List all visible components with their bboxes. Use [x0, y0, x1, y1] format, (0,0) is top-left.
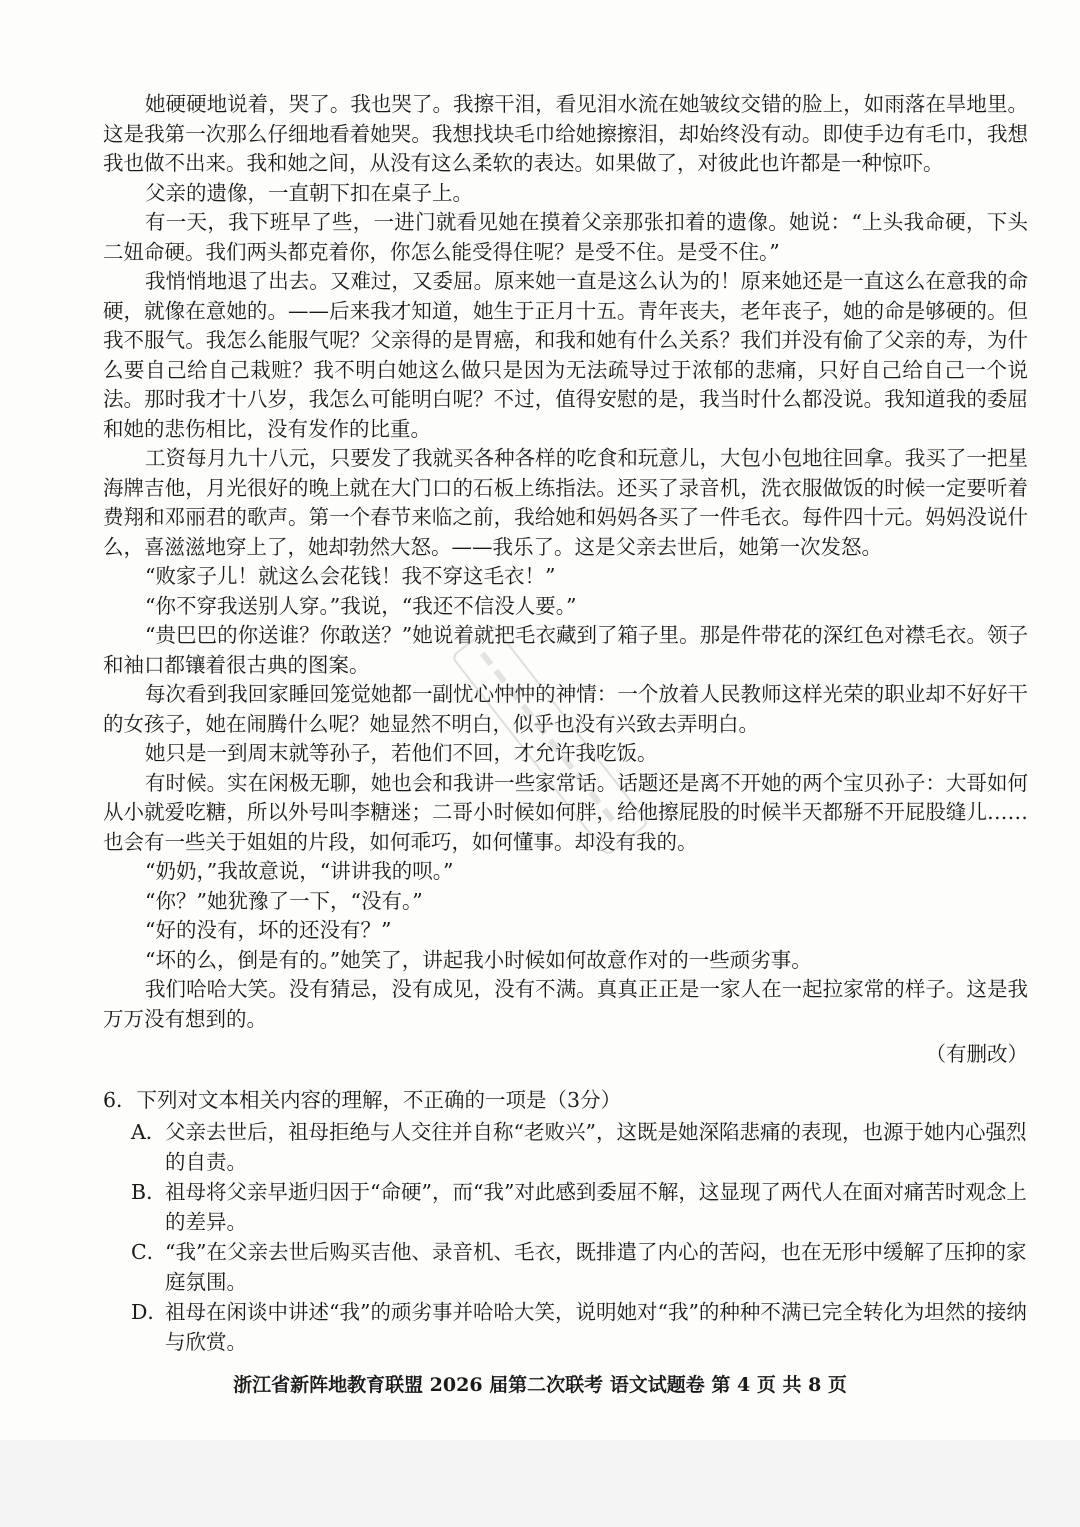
passage-paragraph: “你不穿我送别人穿。”我说，“我还不信没人要。”	[145, 593, 577, 618]
option-c	[103, 1237, 1028, 1297]
option-d	[103, 1297, 1028, 1357]
option-text: 祖母在闲谈中讲述“我”的顽劣事并哈哈大笑，说明她对“我”的种种不满已完全转化为坦然的接纳与欣赏。	[165, 1300, 1027, 1354]
question-stem: 6．下列对文本相关内容的理解，不正确的一项是（3分）	[103, 1088, 622, 1112]
passage-paragraph: “奶奶，”我故意说，“讲讲我的呗。”	[145, 859, 454, 883]
option-label: D．	[131, 1300, 168, 1324]
passage-paragraph: 父亲的遗像，一直朝下扣在桌子上。	[145, 180, 473, 205]
option-b	[103, 1177, 1028, 1237]
source-note: （有删改）	[925, 1042, 1028, 1066]
page-footer: 浙江省新阵地教育联盟 2026 届第二次联考 语文试题卷 第 4 页 共 8 页	[233, 1374, 847, 1396]
option-text: 父亲去世后，祖母拒绝与人交往并自称“老败兴”，这既是她深陷悲痛的表现，也源于她内心强烈的自责。	[165, 1120, 1027, 1174]
passage-paragraph: “好的没有，坏的还没有？”	[145, 918, 392, 942]
option-label: A．	[131, 1120, 167, 1144]
passage-paragraph: 工资每月九十八元，只要发了我就买各种各样的吃食和玩意儿，大包小包地往回拿。我买了一把星海牌吉他，月光很好的晚上就在大门口的石板上练指法。还买了录音机，洗衣服做饭的时候一定要听着费翔和邓丽君的歌声。第一个春节来临之前，我给她和妈妈各买了一件毛衣。每件四十元。妈妈没说什么，喜滋滋地穿上了，她却勃然大怒。——我乐了。这是父亲去世后，她第一次发怒。	[103, 446, 1028, 559]
passage-paragraph: 她只是一到周末就等孙子，若他们不回，才允许我吃饭。	[145, 741, 658, 765]
passage-paragraph: “坏的么，倒是有的。”她笑了，讲起我小时候如何故意作对的一些顽劣事。	[145, 947, 812, 972]
option-a	[103, 1117, 1028, 1177]
passage-paragraph: “败家子儿！就这么会花钱！我不穿这毛衣！”	[145, 564, 556, 588]
passage-paragraph: 每次看到我回家睡回笼觉她都一副忧心忡忡的神情：一个放着人民教师这样光荣的职业却不好好干的女孩子，她在闹腾什么呢？她显然不明白，似乎也没有兴致去弄明白。	[103, 682, 1028, 736]
passage-paragraph: 我们哈哈大笑。没有猜忌，没有成见，没有不满。真真正正是一家人在一起拉家常的样子。这是我万万没有想到的。	[103, 977, 1028, 1031]
reading-passage	[103, 90, 1028, 1070]
passage-paragraph: 她硬硬地说着，哭了。我也哭了。我擦干泪，看见泪水流在她皱纹交错的脸上，如雨落在旱地里。这是我第一次那么仔细地看着她哭。我想找块毛巾给她擦擦泪，却始终没有动。即使手边有毛巾，我想我也做不出来。我和她之间，从没有这么柔软的表达。如果做了，对彼此也许都是一种惊吓。	[103, 92, 1028, 175]
passage-paragraph: “贵巴巴的你送谁？你敢送？”她说着就把毛衣藏到了箱子里。那是件带花的深红色对襟毛衣。领子和袖口都镶着很古典的图案。	[103, 623, 1028, 677]
passage-paragraph: 我悄悄地退了出去。又难过，又委屈。原来她一直是这么认为的！原来她还是一直这么在意我的命硬，就像在意她的。——后来我才知道，她生于正月十五。青年丧夫，老年丧子，她的命是够硬的。但我不服气。我怎么能服气呢？父亲得的是胃癌，和我和她有什么关系？我们并没有偷了父亲的寿，为什么要自己给自己栽赃？我不明白她这么做只是因为无法疏导过于浓郁的悲痛，只好自己给自己一个说法。那时我才十八岁，我怎么可能明白呢？不过，值得安慰的是，我当时什么都没说。我知道我的委屈和她的悲伤相比，没有发作的比重。	[103, 269, 1028, 441]
passage-paragraph: 有时候。实在闲极无聊，她也会和我讲一些家常话。话题还是离不开她的两个宝贝孙子：大哥如何从小就爱吃糖，所以外号叫李糖迷；二哥小时候如何胖，给他擦屁股的时候半天都掰不开屁股缝儿……也会有一些关于姐姐的片段，如何乖巧，如何懂事。却没有我的。	[103, 770, 1028, 854]
question-6	[103, 1085, 1028, 1357]
passage-paragraph: 有一天，我下班早了些，一进门就看见她在摸着父亲那张扣着的遗像。她说：“上头我命硬，下头二妞命硬。我们两头都克着你，你怎么能受得住呢？是受不住。是受不住。”	[103, 210, 1028, 264]
bottom-margin	[0, 1440, 1080, 1527]
option-text: 祖母将父亲早逝归因于“命硬”，而“我”对此感到委屈不解，这显现了两代人在面对痛苦时观念上的差异。	[165, 1180, 1027, 1234]
passage-paragraph: “你？”她犹豫了一下，“没有。”	[145, 888, 423, 913]
option-label: C．	[131, 1240, 168, 1264]
option-text: “我”在父亲去世后购买吉他、录音机、毛衣，既排遣了内心的苦闷，也在无形中缓解了压抑的家庭氛围。	[165, 1240, 1027, 1294]
option-label: B．	[131, 1180, 167, 1204]
